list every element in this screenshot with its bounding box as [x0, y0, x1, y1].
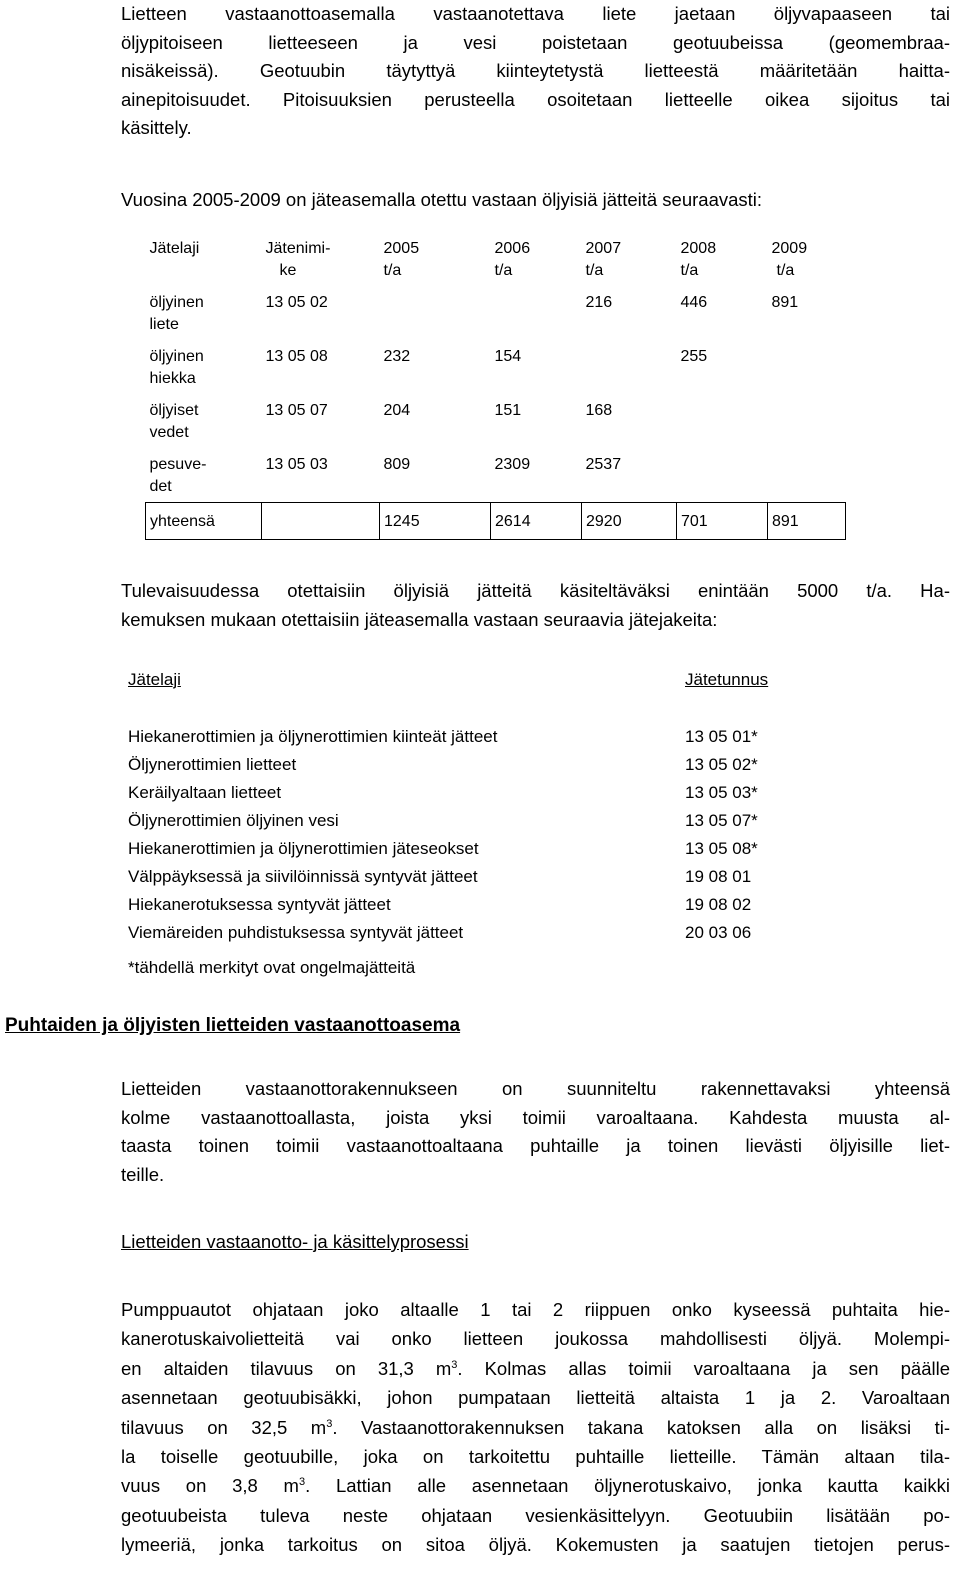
- waste-type-cell: öljyinen liete: [149, 294, 204, 333]
- text-line: asennetaan geotuubisäkki, johon pumpataan lietteitä altaista 1 ja 2. Varoaltaan: [121, 1387, 950, 1409]
- value-cell: [491, 286, 582, 340]
- section-title: Puhtaiden ja öljyisten lietteiden vastaanottoasema: [5, 1015, 461, 1036]
- waste-name: Öljynerottimien lietteet: [128, 755, 297, 774]
- header-cell: 2009 t/a: [771, 240, 808, 279]
- paragraph-future-capacity: [121, 577, 950, 634]
- subsection-title: Lietteiden vastaanotto- ja käsittelyprosessi: [121, 1231, 469, 1252]
- value-cell: 2537: [585, 456, 622, 473]
- waste-code-cell: 13 05 02: [265, 294, 328, 311]
- table-intro-text: Vuosina 2005-2009 on jäteasemalla otettu vastaan öljyisiä jätteitä seuraavasti:: [121, 189, 763, 210]
- waste-code: 13 05 02*: [685, 755, 758, 774]
- table-row: [146, 340, 846, 394]
- list-item: [128, 751, 808, 779]
- header-cell: 2006 t/a: [494, 240, 531, 279]
- paragraph-reception-building: [121, 1075, 950, 1189]
- waste-code: 19 08 02: [685, 895, 752, 914]
- value-cell: [768, 340, 846, 394]
- waste-code: 20 03 06: [685, 923, 752, 942]
- list-item: [128, 779, 808, 807]
- value-cell: [677, 448, 768, 503]
- header-cell: Jätenimi- ke: [265, 240, 331, 279]
- waste-code-cell: 13 05 08: [265, 348, 328, 365]
- waste-name: Hiekanerotuksessa syntyvät jätteet: [128, 895, 391, 914]
- waste-name: Hiekanerottimien ja öljynerottimien jäteseokset: [128, 839, 479, 858]
- paragraph-process: [121, 1295, 950, 1560]
- list-item: [128, 919, 808, 947]
- list-item: [128, 891, 808, 919]
- waste-code-list: [128, 723, 808, 947]
- value-cell: [380, 286, 491, 340]
- waste-code-cell: 13 05 03: [265, 456, 328, 473]
- total-value-cell: 701: [677, 503, 768, 540]
- value-cell: 168: [585, 402, 613, 419]
- list-item: [128, 807, 808, 835]
- list-item: [128, 835, 808, 863]
- list-item: [128, 723, 808, 751]
- text-line: Lietteen vastaanottoasemalla vastaanotettava liete jaetaan öljyvapaaseen tai: [121, 3, 950, 24]
- table-total-row: [146, 503, 846, 540]
- value-cell: 154: [494, 348, 522, 365]
- text-line: tilavuus on 32,5 $m^3$. Vastaanottorakennuksen takana katoksen alla on lisäksi ti-: [121, 1416, 950, 1438]
- waste-name: Hiekanerottimien ja öljynerottimien kiinteät jätteet: [128, 727, 498, 746]
- total-code-cell: [262, 503, 380, 540]
- text-line: öljypitoiseen lietteeseen ja vesi poistetaan geotuubeissa (geomembraa-: [121, 31, 950, 53]
- waste-code: 13 05 08*: [685, 839, 758, 858]
- waste-type-cell: öljyiset vedet: [149, 402, 199, 441]
- text-line: Pumppuautot ohjataan joko altaalle 1 tai 2 riippuen onko kyseessä puhtaita hie-: [121, 1299, 950, 1320]
- waste-name: Keräilyaltaan lietteet: [128, 783, 282, 802]
- waste-code: 13 05 03*: [685, 783, 758, 802]
- waste-code: 13 05 07*: [685, 811, 758, 830]
- text-line: en altaiden tilavuus on 31,3 $m^3$. Kolmas allas toimii varoaltaana ja sen päälle: [121, 1357, 951, 1379]
- text-line: vuus on 3,8 $m^3$. Lattian alle asennetaan öljynerotuskaivo, jonka kautta kaikki: [121, 1475, 950, 1497]
- table-header-row: [146, 232, 846, 286]
- value-cell: 891: [771, 294, 799, 311]
- waste-name: Viemäreiden puhdistuksessa syntyvät jätteet: [128, 923, 464, 942]
- text-line: Tulevaisuudessa otettaisiin öljyisiä jätteitä käsiteltäväksi enintään 5000 t/a. Ha-: [121, 580, 950, 601]
- text-line: lymeeriä, jonka tarkoitus on sitoa öljyä. Kokemusten ja saatujen tietojen perus-: [121, 1534, 950, 1556]
- value-cell: 446: [680, 294, 708, 311]
- text-line: ainepitoisuudet. Pitoisuuksien perusteella osoitetaan lietteelle oikea sijoitus tai: [121, 88, 950, 110]
- oily-waste-table: [145, 232, 846, 540]
- col-header-waste-type: Jätelaji: [128, 670, 181, 689]
- header-cell: 2007 t/a: [585, 240, 622, 279]
- text-line: nisäkeissä). Geotuubin täytyttyä kiinteytetystä lietteestä määritetään haitta-: [121, 60, 950, 81]
- value-cell: 809: [383, 456, 411, 473]
- value-cell: 255: [680, 348, 708, 365]
- value-cell: 216: [585, 294, 613, 311]
- text-line: la toiselle geotuubille, joka on tarkoitettu puhtaille lietteille. Tämän altaan tila-: [121, 1446, 950, 1468]
- table-row: [146, 286, 846, 340]
- waste-code: 13 05 01*: [685, 727, 758, 746]
- table-row: [146, 394, 846, 448]
- waste-code-cell: 13 05 07: [265, 402, 328, 419]
- list-item: [128, 863, 808, 891]
- value-cell: 204: [383, 402, 411, 419]
- text-line: Lietteiden vastaanottorakennukseen on suunniteltu rakennettavaksi yhteensä: [121, 1078, 950, 1099]
- total-value-cell: 2920: [582, 503, 677, 540]
- total-value-cell: 1245: [380, 503, 491, 540]
- value-cell: [768, 448, 846, 503]
- value-cell: 151: [494, 402, 522, 419]
- text-line: geotuubeista tuleva neste ohjataan vesienkäsittelyyn. Geotuubiin lisätään po-: [121, 1504, 950, 1526]
- text-line: taasta toinen toimii vastaanottoaltaana puhtaille ja toinen lievästi öljyisille liet-: [121, 1135, 950, 1156]
- waste-name: Öljynerottimien öljyinen vesi: [128, 811, 339, 830]
- value-cell: [582, 340, 677, 394]
- waste-type-cell: pesuve- det: [149, 456, 207, 495]
- total-value-cell: 2614: [491, 503, 582, 540]
- waste-type-cell: öljyinen hiekka: [149, 348, 204, 387]
- table-row: [146, 448, 846, 503]
- total-value-cell: 891: [768, 503, 846, 540]
- paragraph-sludge-intro: [121, 0, 950, 143]
- hazardous-footnote: *tähdellä merkityt ovat ongelmajätteitä: [128, 958, 416, 977]
- text-line: kemuksen mukaan otettaisiin jäteasemalla vastaan seuraavia jätejakeita:: [121, 608, 718, 630]
- waste-code: 19 08 01: [685, 867, 752, 886]
- text-line: kanerotuskaivolietteitä vai onko lietteen joukossa mahdollisesti öljyä. Molempi-: [121, 1328, 950, 1350]
- value-cell: 2309: [494, 456, 531, 473]
- header-cell: Jätelaji: [149, 240, 200, 257]
- value-cell: [768, 394, 846, 448]
- header-cell: 2008 t/a: [680, 240, 717, 279]
- waste-name: Välppäyksessä ja siivilöinnissä syntyvät jätteet: [128, 867, 478, 886]
- col-header-waste-code: Jätetunnus: [685, 670, 769, 689]
- value-cell: 232: [383, 348, 411, 365]
- header-cell: 2005 t/a: [383, 240, 420, 279]
- value-cell: [677, 394, 768, 448]
- text-line: teille.: [121, 1163, 165, 1185]
- text-line: kolme vastaanottoallasta, joista yksi toimii varoaltaana. Kahdesta muusta al-: [121, 1106, 950, 1128]
- total-label-cell: yhteensä: [146, 503, 262, 540]
- text-line: käsittely.: [121, 117, 192, 138]
